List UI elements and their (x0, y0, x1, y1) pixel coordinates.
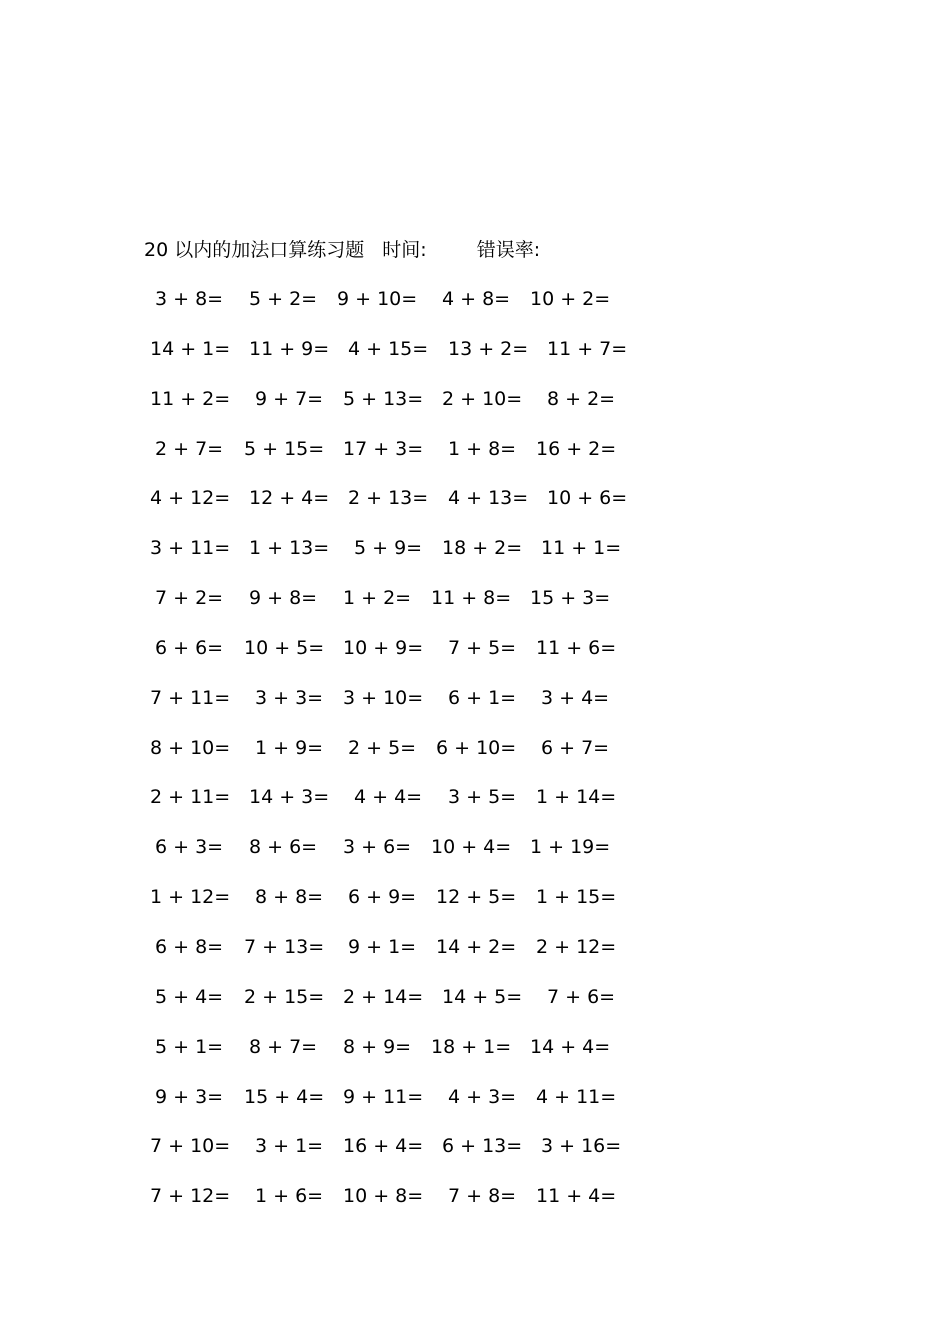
addition-problem: 2 + 11= (150, 786, 231, 809)
addition-problem: 5 + 2= (249, 288, 318, 310)
addition-problem: 6 + 13= (442, 1135, 523, 1158)
problem-row (0, 584, 950, 634)
addition-problem: 11 + 9= (249, 337, 330, 360)
addition-problem: 7 + 8= (448, 1185, 517, 1208)
addition-problem: 9 + 1= (348, 935, 417, 958)
addition-problem: 15 + 3= (530, 587, 611, 610)
addition-problem: 3 + 4= (541, 686, 610, 709)
addition-problem: 2 + 15= (244, 985, 325, 1008)
addition-problem: 9 + 11= (343, 1085, 424, 1108)
worksheet-title: 20 以内的加法口算练习题 (144, 239, 365, 261)
addition-problem: 1 + 12= (150, 886, 231, 909)
addition-problem: 11 + 1= (541, 537, 622, 560)
addition-problem: 5 + 1= (155, 1035, 224, 1058)
addition-problem: 11 + 6= (536, 636, 617, 659)
addition-problem: 1 + 13= (249, 537, 330, 560)
problem-row (0, 684, 950, 734)
addition-problem: 17 + 3= (343, 437, 424, 460)
addition-problem: 10 + 4= (431, 836, 512, 859)
addition-problem: 8 + 7= (249, 1035, 318, 1058)
problem-row (0, 833, 950, 883)
problem-row (0, 983, 950, 1033)
addition-problem: 8 + 8= (255, 886, 324, 909)
problem-row (0, 285, 950, 335)
addition-problem: 9 + 3= (155, 1085, 224, 1108)
addition-problem: 7 + 13= (244, 935, 325, 958)
addition-problem: 14 + 4= (530, 1035, 611, 1058)
addition-problem: 2 + 5= (348, 736, 417, 759)
addition-problem: 2 + 10= (442, 387, 523, 410)
addition-problem: 14 + 5= (442, 985, 523, 1008)
error-rate-label: 错误率: (476, 239, 541, 261)
addition-problem: 9 + 7= (255, 387, 324, 410)
addition-problem: 6 + 1= (448, 686, 517, 709)
addition-problem: 8 + 9= (343, 1035, 412, 1058)
addition-problem: 6 + 10= (436, 736, 517, 759)
problem-row (0, 1182, 950, 1232)
addition-problem: 9 + 10= (337, 288, 418, 310)
addition-problem: 7 + 10= (150, 1135, 231, 1158)
addition-problem: 3 + 5= (448, 786, 517, 809)
addition-problem: 3 + 11= (150, 537, 231, 560)
addition-problem: 7 + 6= (547, 985, 616, 1008)
problem-row (0, 435, 950, 485)
addition-problem: 4 + 11= (536, 1085, 617, 1108)
addition-problem: 10 + 5= (244, 636, 325, 659)
addition-problem: 7 + 2= (155, 587, 224, 610)
addition-problem: 1 + 14= (536, 786, 617, 809)
addition-problem: 16 + 4= (343, 1135, 424, 1158)
worksheet-header (144, 236, 540, 264)
problem-row (0, 634, 950, 684)
addition-problem: 11 + 7= (547, 337, 628, 360)
problem-row (0, 933, 950, 983)
problem-row (0, 1132, 950, 1182)
addition-problem: 3 + 1= (255, 1135, 324, 1158)
addition-problem: 1 + 6= (255, 1185, 324, 1208)
addition-problem: 6 + 7= (541, 736, 610, 759)
addition-problem: 1 + 19= (530, 836, 611, 859)
addition-problem: 7 + 11= (150, 686, 231, 709)
addition-problem: 5 + 4= (155, 985, 224, 1008)
addition-problem: 18 + 2= (442, 537, 523, 560)
addition-problem: 1 + 2= (343, 587, 412, 610)
addition-problem: 7 + 5= (448, 636, 517, 659)
addition-problem: 10 + 9= (343, 636, 424, 659)
addition-problem: 15 + 4= (244, 1085, 325, 1108)
addition-problem: 1 + 8= (448, 437, 517, 460)
addition-problem: 5 + 13= (343, 387, 424, 410)
addition-problem: 2 + 7= (155, 437, 224, 460)
addition-problem: 11 + 2= (150, 387, 231, 410)
addition-problem: 6 + 9= (348, 886, 417, 909)
addition-problem: 2 + 14= (343, 985, 424, 1008)
addition-problem: 14 + 3= (249, 786, 330, 809)
addition-problem: 10 + 2= (530, 288, 611, 310)
addition-problem: 4 + 12= (150, 487, 231, 510)
addition-problem: 5 + 15= (244, 437, 325, 460)
addition-problem: 4 + 13= (448, 487, 529, 510)
addition-problem: 2 + 12= (536, 935, 617, 958)
addition-problem: 12 + 5= (436, 886, 517, 909)
addition-problem: 4 + 8= (442, 288, 511, 310)
addition-problem: 4 + 4= (354, 786, 423, 809)
addition-problem: 10 + 8= (343, 1185, 424, 1208)
addition-problem: 14 + 2= (436, 935, 517, 958)
problem-row (0, 385, 950, 435)
addition-problem: 8 + 2= (547, 387, 616, 410)
problem-row (0, 335, 950, 385)
problem-grid (0, 285, 950, 1232)
addition-problem: 3 + 10= (343, 686, 424, 709)
addition-problem: 18 + 1= (431, 1035, 512, 1058)
addition-problem: 11 + 4= (536, 1185, 617, 1208)
problem-row (0, 1033, 950, 1083)
problem-row (0, 734, 950, 784)
addition-problem: 16 + 2= (536, 437, 617, 460)
addition-problem: 8 + 6= (249, 836, 318, 859)
addition-problem: 3 + 3= (255, 686, 324, 709)
addition-problem: 6 + 8= (155, 935, 224, 958)
addition-problem: 7 + 12= (150, 1185, 231, 1208)
addition-problem: 4 + 3= (448, 1085, 517, 1108)
problem-row (0, 534, 950, 584)
addition-problem: 8 + 10= (150, 736, 231, 759)
addition-problem: 2 + 13= (348, 487, 429, 510)
addition-problem: 10 + 6= (547, 487, 628, 510)
time-label: 时间: (382, 239, 427, 261)
addition-problem: 3 + 6= (343, 836, 412, 859)
addition-problem: 3 + 16= (541, 1135, 622, 1158)
addition-problem: 6 + 6= (155, 636, 224, 659)
addition-problem: 5 + 9= (354, 537, 423, 560)
problem-row (0, 783, 950, 833)
addition-problem: 14 + 1= (150, 337, 231, 360)
problem-row (0, 883, 950, 933)
addition-problem: 9 + 8= (249, 587, 318, 610)
addition-problem: 12 + 4= (249, 487, 330, 510)
addition-problem: 3 + 8= (155, 288, 224, 310)
addition-problem: 4 + 15= (348, 337, 429, 360)
problem-row (0, 1083, 950, 1133)
problem-row (0, 484, 950, 534)
addition-problem: 1 + 9= (255, 736, 324, 759)
addition-problem: 13 + 2= (448, 337, 529, 360)
addition-problem: 6 + 3= (155, 836, 224, 859)
addition-problem: 11 + 8= (431, 587, 512, 610)
addition-problem: 1 + 15= (536, 886, 617, 909)
